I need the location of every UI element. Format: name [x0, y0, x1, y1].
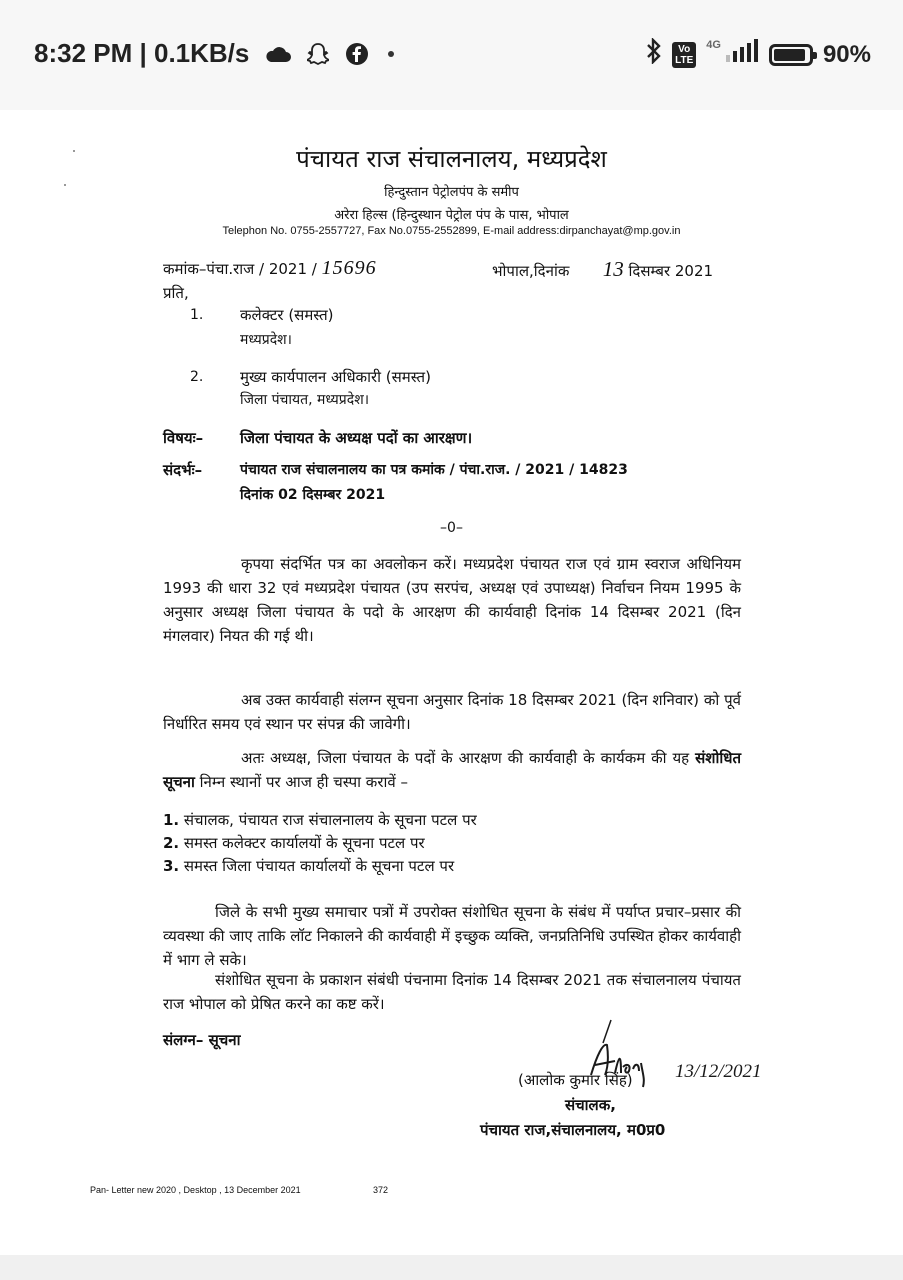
addressee-number: 2.: [190, 369, 204, 385]
body-paragraph-2: अब उक्त कार्यवाही संलग्न सूचना अनुसार दिनांक 18 दिसम्बर 2021 (दिन शनिवार) को पूर्व निर्धारित समय एवं स्थान पर संपन्न की जावेगी।: [163, 691, 741, 733]
citation-line2: दिनांक 02 दिसम्बर 2021: [240, 487, 386, 503]
para3-text-end: निम्न स्थानों पर आज ही चस्पा करावें –: [194, 773, 408, 791]
signatory-name: (आलोक कुमार सिंह): [518, 1071, 633, 1089]
addressee-line: कलेक्टर (समस्त): [240, 306, 334, 324]
cloud-icon: [265, 45, 291, 63]
addressee-number: 1.: [190, 307, 204, 323]
para3-bold: संशोधित सूचना: [163, 749, 741, 791]
list-text: समस्त जिला पंचायत कार्यालयों के सूचना पटल पर: [183, 857, 455, 875]
body-paragraph-5: संशोधित सूचना के प्रकाशन संबंधी पंचनामा दिनांक 14 दिसम्बर 2021 तक संचालनालय पंचायत राज भोपाल को प्रेषित करने का कष्ट करें।: [163, 971, 741, 1013]
bottom-bar: [0, 1255, 903, 1280]
battery-percent: 90%: [822, 40, 871, 68]
list-number: 1.: [163, 811, 180, 829]
list-text: समस्त कलेक्टर कार्यालयों के सूचना पटल पर: [183, 834, 425, 852]
list-item: [163, 856, 454, 876]
document-page: [0, 110, 903, 1255]
citation-label: संदर्भः–: [163, 461, 203, 479]
separator: –0–: [440, 520, 463, 536]
addressee-line: मुख्य कार्यपालन अधिकारी (समस्त): [240, 368, 431, 386]
citation-line1: पंचायत राज संचालनालय का पत्र कमांक / पंचा.राज. / 2021 / 14823: [240, 462, 628, 478]
list-number: 2.: [163, 834, 180, 852]
network-type: 4G: [706, 38, 721, 51]
subject-label: विषयः–: [163, 429, 204, 447]
addressee-line: जिला पंचायत, मध्यप्रदेश।: [240, 392, 370, 408]
facebook-icon: [345, 42, 369, 66]
dot-icon: [385, 48, 397, 60]
list-text: संचालक, पंचायत राज संचालनालय के सूचना पटल पर: [183, 811, 477, 829]
signatory-title: संचालक,: [565, 1096, 616, 1114]
footer-file: Pan- Letter new 2020 , Desktop , 13 December 2021: [90, 1185, 301, 1195]
reference-number: [163, 257, 377, 280]
letterhead-title: पंचायत राज संचालनालय, मध्यप्रदेश: [296, 145, 607, 173]
letterhead-line2: अरेरा हिल्स (हिन्दुस्थान पेट्रोल पंप के पास, भोपाल: [334, 208, 569, 223]
enclosure-note: संलग्न– सूचना: [163, 1031, 241, 1049]
date-day: 13: [602, 257, 624, 281]
volte-icon: Vo LTE: [672, 42, 696, 68]
footer-page-number: 372: [373, 1185, 389, 1195]
para3-text: अतः अध्यक्ष, जिला पंचायत के पदों के आरक्षण की कार्यवाही के कार्यकम की यह: [241, 749, 696, 767]
body-paragraph-4: जिले के सभी मुख्य समाचार पत्रों में उपरोक्त संशोधित सूचना के संबंध में पर्याप्त प्रचार–प्रसार की व्यवस्था की जाए ताकि लॉट निकालने की कार्यवाही में इच्छुक व्यक्ति, जनप्रतिनिधि उपस्थित होकर कार्यवाही में भाग ले सके।: [163, 903, 741, 969]
body-paragraph-3: [163, 746, 741, 794]
letterhead-contact: Telephon No. 0755-2557727, Fax No.0755-2552899, E-mail address:dirpanchayat@mp.gov.in: [222, 225, 681, 237]
list-item: [163, 810, 477, 830]
time-and-speed: 8:32 PM | 0.1KB/s: [34, 38, 250, 68]
list-number: 3.: [163, 857, 180, 875]
status-bar: [0, 0, 903, 110]
reference-prefix: कमांक–पंचा.राज / 2021 /: [163, 260, 322, 278]
signatory-office: पंचायत राज,संचालनालय, म0प्र0: [480, 1121, 666, 1139]
signal-icon: [725, 39, 759, 70]
snapchat-icon: [307, 42, 329, 66]
body-paragraph-1: कृपया संदर्भित पत्र का अवलोकन करें। मध्यप्रदेश पंचायत राज एवं ग्राम स्वराज अधिनियम 1993 की धारा 32 एवं मध्यप्रदेश पंचायत (उप सरपंच, अध्यक्ष एवं उपाध्यक्ष) निर्वाचन नियम 1995 के अनुसार अध्यक्ष जिला पंचायत के पदो के आरक्षण की कार्यवाही दिनांक 14 दिसम्बर 2021 (दिन मंगलवार) नियत की गई थी।: [163, 555, 741, 645]
date-month-year: दिसम्बर 2021: [628, 262, 714, 280]
battery-icon: [769, 44, 813, 66]
subject-text: जिला पंचायत के अध्यक्ष पदों का आरक्षण।: [240, 429, 473, 447]
place-date: [492, 257, 713, 282]
list-item: [163, 833, 425, 853]
bluetooth-icon: [646, 38, 662, 71]
salutation: प्रति,: [163, 284, 189, 302]
addressee-line: मध्यप्रदेश।: [240, 332, 292, 348]
handwritten-date: 13/12/2021: [675, 1061, 760, 1082]
reference-handwritten-number: 15696: [321, 257, 377, 279]
place-date-label: भोपाल,दिनांक: [492, 262, 570, 280]
letterhead-line1: हिन्दुस्तान पेट्रोलपंप के समीप: [384, 185, 519, 200]
battery-fill: [774, 49, 805, 61]
